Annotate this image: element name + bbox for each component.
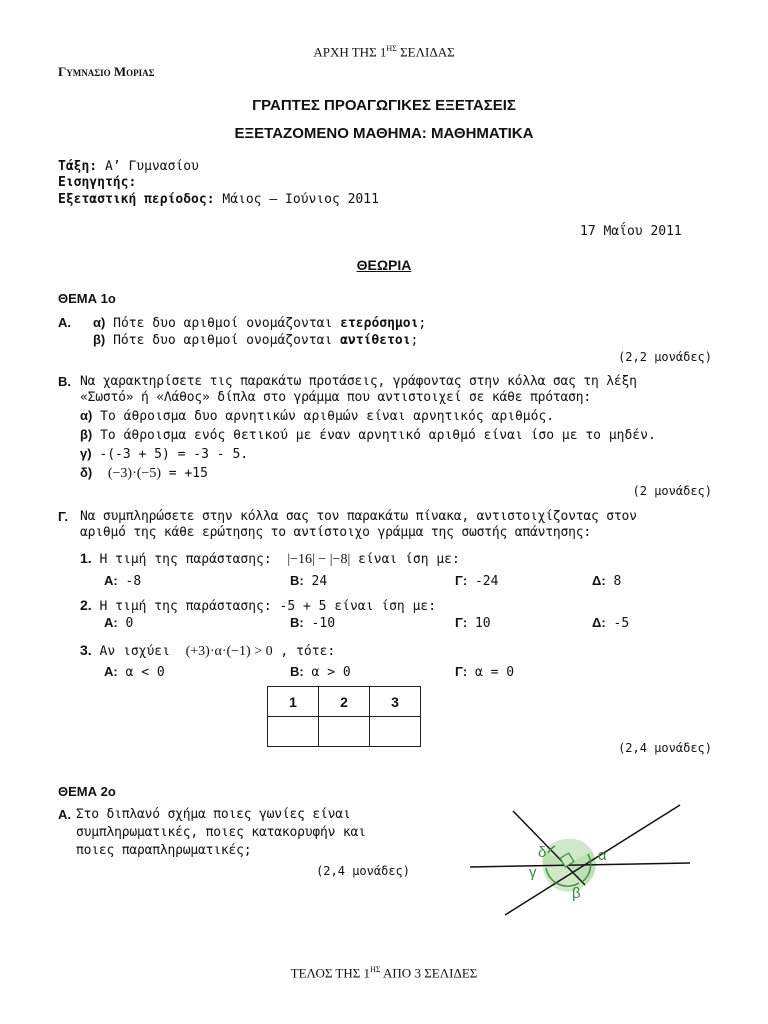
item-end: ; [410, 333, 419, 348]
class-value: Α’ Γυμνασίου [97, 159, 199, 174]
question-number: 1. [80, 550, 92, 566]
question-text: Η τιμή της παράστασης: -5 + 5 είναι ίση με: [91, 599, 437, 614]
question-text: Αν ισχύει [91, 644, 178, 659]
option-value: -8 [117, 574, 142, 589]
period-value: Μάιος – Ιούνιος 2011 [214, 192, 379, 207]
q1-option-c [455, 573, 498, 589]
exam-title: ΓΡΑΠΤΕΣ ΠΡΟΑΓΩΓΙΚΕΣ ΕΞΕΤΑΣΕΙΣ [252, 97, 516, 114]
item-text: = +15 [160, 466, 208, 481]
theme1-a-label: Α. [58, 315, 71, 330]
q2-option-b [290, 615, 335, 631]
angle-label-alpha: α [598, 847, 607, 864]
question-expression: (+3)·α·(−1) > 0 [185, 644, 273, 659]
teacher-label: Εισηγητής: [58, 175, 137, 190]
theme1-b-item-a [80, 408, 554, 424]
option-label: Α: [104, 664, 118, 679]
page-header [0, 44, 768, 60]
q2-option-a [104, 615, 133, 631]
item-label: γ) [80, 446, 92, 461]
angle-label-beta: β [572, 885, 581, 902]
theory-title: ΘΕΩΡΙΑ [356, 257, 412, 273]
item-text: Πότε δυο αριθμοί ονομάζονται [105, 316, 341, 331]
theme2-a-points: (2,4 μονάδες) [316, 864, 410, 878]
theme1-a-question-a [93, 315, 426, 331]
item-label: α) [93, 315, 106, 330]
table-header-3: 3 [370, 687, 421, 717]
theme1-b-intro-2: «Σωστό» ή «Λάθος» δίπλα στο γράμμα που αντιστοιχεί σε κάθε πρόταση: [80, 390, 591, 405]
theme2-a-line-1: Στο διπλανό σχήμα ποιες γωνίες είναι [76, 807, 351, 822]
theme1-b-points: (2 μονάδες) [632, 484, 712, 498]
item-text: Πότε δυο αριθμοί ονομάζονται [105, 333, 341, 348]
angle-label-gamma: γ [529, 864, 537, 881]
item-bold: αντίθετοι [340, 333, 411, 348]
theme2-a-line-2: συμπληρωματικές, ποιες κατακορυφήν και [76, 825, 366, 840]
q1-option-b [290, 573, 327, 589]
option-label: Β: [290, 664, 304, 679]
item-text: Το άθροισμα δυο αρνητικών αριθμών είναι αρνητικός αριθμός. [92, 409, 555, 424]
header-text: ΑΡΧΗ ΤΗΣ 1 [313, 44, 387, 60]
option-label: Γ: [455, 664, 468, 679]
answer-table [267, 686, 421, 747]
page-footer [0, 965, 768, 981]
option-value: α < 0 [117, 665, 165, 680]
option-value: 10 [467, 616, 491, 631]
q1-option-a [104, 573, 141, 589]
option-value: -10 [303, 616, 336, 631]
option-label: Β: [290, 573, 304, 588]
q2-option-c [455, 615, 491, 631]
option-label: Α: [104, 615, 118, 630]
question-1 [80, 550, 460, 568]
item-text: -(-3 + 5) = -3 - 5. [91, 447, 249, 462]
angle-label-delta: δ [538, 844, 547, 861]
diagonal-line-right [505, 805, 680, 915]
option-value: α = 0 [467, 665, 515, 680]
theme1-a-question-b [93, 332, 418, 348]
answer-cell-2[interactable] [319, 717, 370, 747]
exam-date: 17 Μαΐου 2011 [580, 224, 682, 239]
angles-figure [455, 795, 695, 925]
header-text-after: ΣΕΛΙΔΑΣ [396, 44, 455, 60]
option-value: 8 [605, 574, 622, 589]
q1-option-d [592, 573, 621, 589]
subject-title: ΕΞΕΤΑΖΟΜΕΝΟ ΜΑΘΗΜΑ: ΜΑΘΗΜΑΤΙΚΑ [234, 125, 534, 142]
question-number: 2. [80, 597, 92, 613]
question-expression: |−16| − |−8| [287, 552, 351, 567]
option-label: Δ: [592, 615, 606, 630]
theme1-b-intro-1: Να χαρακτηρίσετε τις παρακάτω προτάσεις, γράφοντας στην κόλλα σας τη λέξη [80, 374, 637, 389]
theme2-a-label: Α. [58, 807, 71, 822]
theme1-c-intro-1: Να συμπληρώσετε στην κόλλα σας τον παρακάτω πίνακα, αντιστοιχίζοντας στον [80, 509, 637, 524]
theme1-b-item-d [80, 465, 208, 482]
theme1-b-item-c [80, 446, 248, 462]
item-expression: (−3)·(−5) [107, 466, 161, 481]
header-sup: ΗΣ [386, 44, 397, 53]
class-label: Τάξη: [58, 159, 98, 174]
class-info [58, 159, 199, 174]
school-name: Γυμνασιο Μοριας [58, 64, 155, 79]
option-label: Γ: [455, 573, 468, 588]
theme1-title-text: ΘΕΜΑ 1ο [58, 291, 116, 306]
option-value: 0 [117, 616, 134, 631]
q2-option-d [592, 615, 629, 631]
item-label: β) [93, 332, 106, 347]
option-label: Δ: [592, 573, 606, 588]
answer-cell-1[interactable] [268, 717, 319, 747]
table-header-2: 2 [319, 687, 370, 717]
option-value: α > 0 [303, 665, 351, 680]
footer-sup: ΗΣ [370, 965, 381, 974]
theme1-c-label: Γ. [58, 509, 68, 524]
option-label: Β: [290, 615, 304, 630]
theme1-c-intro-2: αριθμό της κάθε ερώτησης το αντίστοιχο γράμμα της σωστής απάντησης: [80, 525, 591, 540]
theme1-b-item-b [80, 427, 656, 443]
q3-option-b [290, 664, 351, 680]
theme1-title [58, 291, 116, 306]
question-text: Η τιμή της παράστασης: [91, 552, 280, 567]
question-after: είναι ίση με: [350, 552, 460, 567]
period-label: Εξεταστική περίοδος: [58, 192, 215, 207]
option-value: 24 [303, 574, 328, 589]
question-number: 3. [80, 642, 92, 658]
option-value: -24 [467, 574, 499, 589]
option-value: -5 [605, 616, 630, 631]
answer-cell-3[interactable] [370, 717, 421, 747]
item-bold: ετερόσημοι [340, 316, 419, 331]
option-label: Α: [104, 573, 118, 588]
footer-text: ΤΕΛΟΣ ΤΗΣ 1 [290, 965, 371, 981]
item-label: β) [80, 427, 93, 442]
question-after: , τότε: [272, 644, 336, 659]
option-label: Γ: [455, 615, 468, 630]
question-2 [80, 597, 436, 614]
footer-text-after: ΑΠΟ 3 ΣΕΛΙΔΕΣ [380, 965, 478, 981]
theme2-a-line-3: ποιες παραπληρωματικές; [76, 843, 252, 858]
q3-option-a [104, 664, 165, 680]
item-label: δ) [80, 465, 93, 480]
item-end: ; [418, 316, 427, 331]
item-text: Το άθροισμα ενός θετικού με έναν αρνητικό αριθμό είναι ίσο με το μηδέν. [92, 428, 656, 443]
theme1-c-points: (2,4 μονάδες) [618, 741, 712, 755]
period-info [58, 192, 379, 207]
q3-option-c [455, 664, 514, 680]
item-label: α) [80, 408, 93, 423]
question-3 [80, 642, 335, 660]
theme1-b-label: Β. [58, 374, 71, 389]
theme2-title: ΘΕΜΑ 2ο [58, 784, 116, 799]
theme1-a-points: (2,2 μονάδες) [618, 350, 712, 364]
table-header-1: 1 [268, 687, 319, 717]
